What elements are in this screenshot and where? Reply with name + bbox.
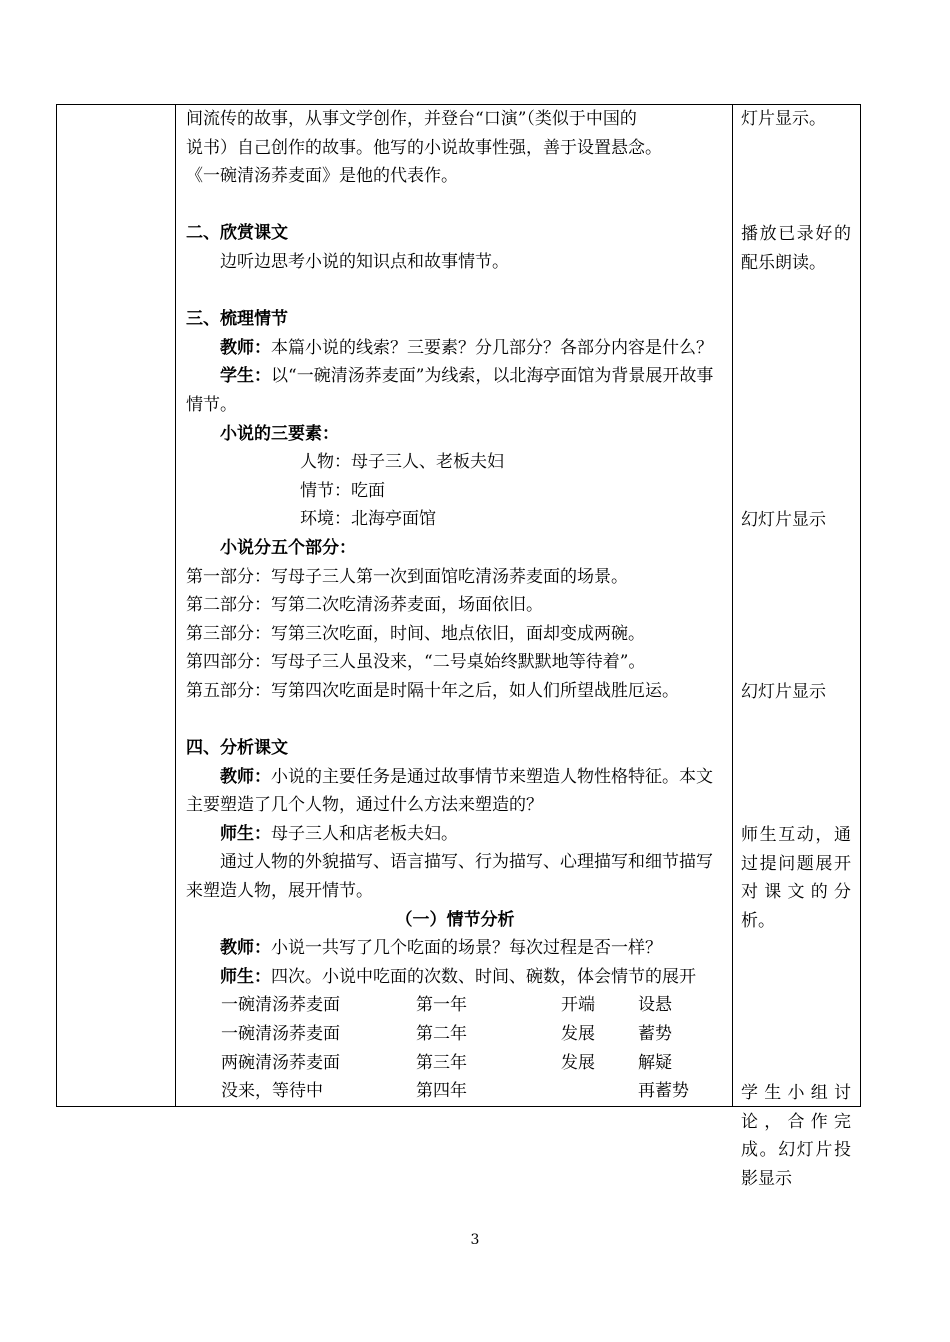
- speaker-label: 教师：: [220, 337, 271, 358]
- note: 幻灯片显示: [741, 682, 826, 702]
- note: 学生小组讨论，合作完成。幻灯片投影显示: [741, 1083, 851, 1189]
- method-text: 通过人物的外貌描写、语言描写、行为描写、心理描写和细节描写来塑造人物，展开情节。: [186, 852, 713, 902]
- page-number: 3: [470, 1232, 480, 1248]
- section-text: 边听边思考小说的知识点和故事情节。: [220, 251, 509, 272]
- plot-heading: （一）情节分析: [395, 909, 515, 930]
- plot-row: 没来，等待中 第四年 再蓄势: [221, 1081, 689, 1102]
- part-item: 第三部分：写第三次吃面，时间、地点依旧，面却变成两碗。: [186, 623, 645, 644]
- notes-column-cell: [733, 105, 861, 1189]
- section-heading: 三、梳理情节: [186, 309, 288, 330]
- note: 师生互动，通过提问题展开对课文的分析。: [741, 825, 851, 931]
- subheading: 小说分五个部分：: [220, 537, 356, 558]
- teacher-question: 教师：小说的主要任务是通过故事情节来塑造人物性格特征。本文主要塑造了几个人物，通过什么方法来塑造的？: [186, 766, 713, 816]
- subheading: 小说的三要素：: [220, 423, 339, 444]
- element-item: 情节：吃面: [300, 480, 385, 501]
- speaker-label: 教师：: [220, 766, 271, 787]
- section-heading: 二、欣赏课文: [186, 223, 288, 244]
- speaker-label: 教师：: [220, 938, 271, 959]
- element-item: 环境：北海亭面馆: [300, 509, 436, 530]
- note: 幻灯片显示: [741, 510, 826, 530]
- intro-line: 说书）自己创作的故事。他写的小说故事性强，善于设置悬念。: [186, 137, 662, 158]
- speaker-label: 师生：: [220, 966, 271, 987]
- section-heading: 四、分析课文: [186, 738, 288, 759]
- part-item: 第二部分：写第二次吃清汤荞麦面，场面依旧。: [186, 595, 543, 616]
- speaker-label: 师生：: [220, 823, 271, 844]
- intro-line: 《一碗清汤荞麦面》是他的代表作。: [186, 166, 458, 187]
- part-item: 第四部分：写母子三人虽没来，“二号桌始终默默地等待着”。: [186, 652, 646, 673]
- part-item: 第五部分：写第四次吃面是时隔十年之后，如人们所望战胜厄运。: [186, 680, 679, 701]
- lesson-content: [176, 105, 732, 1106]
- note: 播放已录好的配乐朗读。: [741, 224, 851, 273]
- element-item: 人物：母子三人、老板夫妇: [300, 452, 504, 473]
- intro-line: 间流传的故事，从事文学创作，并登台“口演”（类似于中国的: [186, 109, 637, 129]
- lesson-plan-table: [56, 104, 861, 1189]
- student-answer: 学生：以“一碗清汤荞麦面”为线索，以北海亭面馆为背景展开故事情节。: [186, 366, 714, 415]
- plot-row: 两碗清汤荞麦面 第三年 发展 解疑: [221, 1052, 672, 1073]
- content-column-cell: [176, 105, 733, 1107]
- speaker-label: 学生：: [220, 366, 271, 387]
- teacher-student-answer: 师生：母子三人和店老板夫妇。: [220, 823, 458, 844]
- teacher-question: 教师：小说一共写了几个吃面的场景？每次过程是否一样？: [220, 938, 662, 959]
- plot-row: 一碗清汤荞麦面 第一年 开端 设悬: [221, 995, 672, 1016]
- teacher-question: 教师：本篇小说的线索？三要素？分几部分？各部分内容是什么？: [220, 337, 713, 358]
- part-item: 第一部分：写母子三人第一次到面馆吃清汤荞麦面的场景。: [186, 566, 628, 587]
- note: 灯片显示。: [741, 109, 826, 129]
- teacher-student-answer: 师生：四次。小说中吃面的次数、时间、碗数，体会情节的展开: [220, 966, 696, 987]
- left-column-cell: [57, 105, 176, 1107]
- plot-row: 一碗清汤荞麦面 第二年 发展 蓄势: [221, 1024, 672, 1044]
